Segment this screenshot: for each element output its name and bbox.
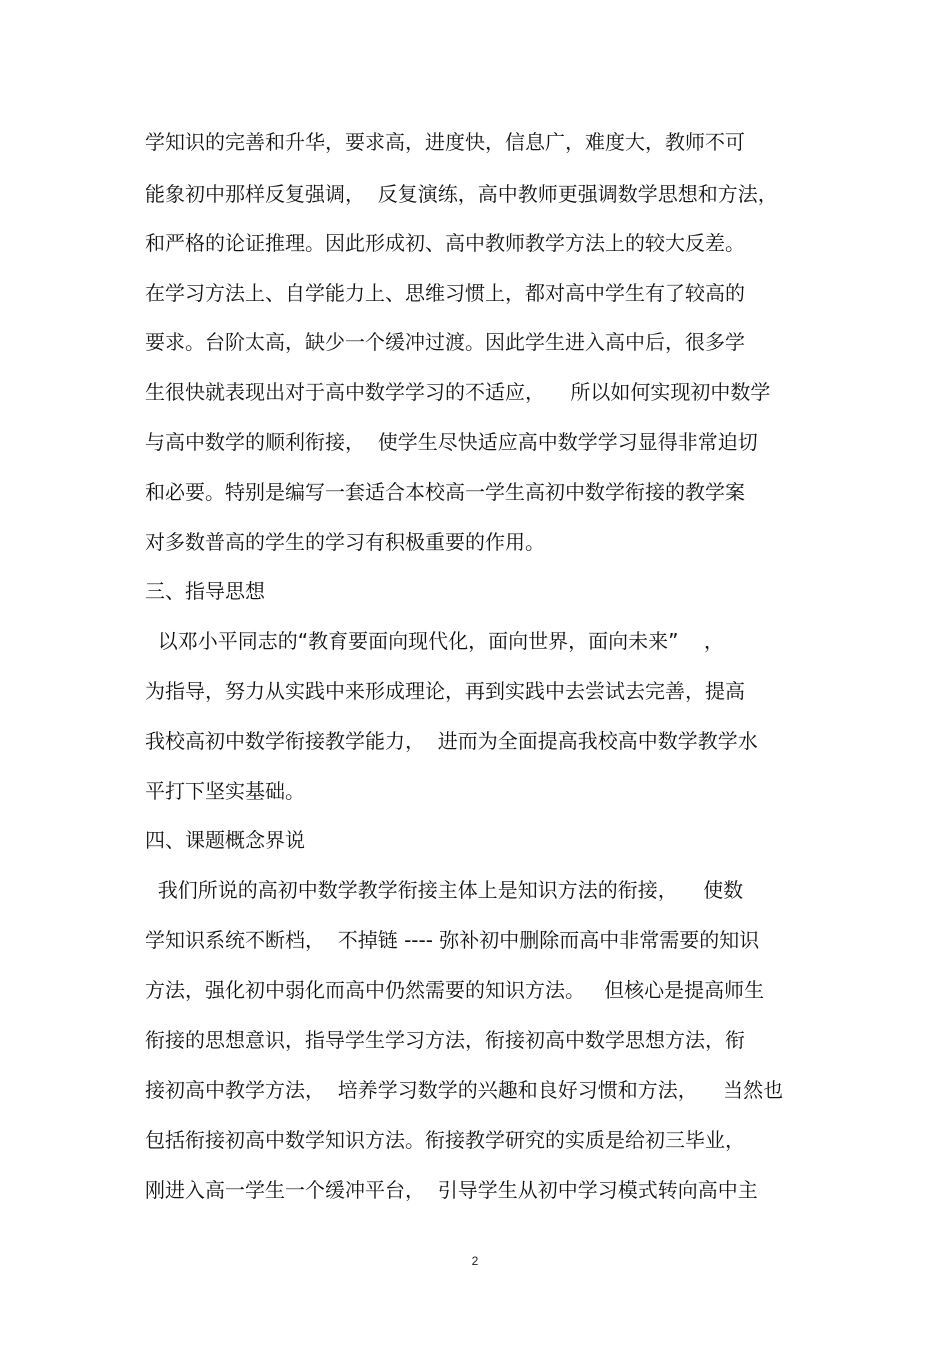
paragraph-line: 学知识系统不断档， 不掉链 ---- 弥补初中删除而高中非常需要的知识	[145, 928, 760, 952]
paragraph-line: 在学习方法上、自学能力上、思维习惯上，都对高中学生有了较高的	[145, 281, 745, 305]
paragraph-line: 接初高中教学方法， 培养学习数学的兴趣和良好习惯和方法， 当然也	[145, 1078, 784, 1102]
paragraph-line: 包括衔接初高中数学知识方法。衔接教学研究的实质是给初三毕业，	[145, 1128, 745, 1152]
paragraph-line: 对多数普高的学生的学习有积极重要的作用。	[145, 530, 545, 554]
paragraph-line: 以邓小平同志的“教育要面向现代化，面向世界，面向未来” ，	[145, 629, 724, 653]
page-number: 2	[471, 1254, 479, 1268]
paragraph-line: 为指导，努力从实践中来形成理论，再到实践中去尝试去完善，提高	[145, 679, 745, 703]
paragraph-line: 要求。台阶太高，缺少一个缓冲过渡。因此学生进入高中后，很多学	[145, 330, 745, 354]
paragraph-line: 刚进入高一学生一个缓冲平台， 引导学生从初中学习模式转向高中主	[145, 1178, 758, 1202]
paragraph-line: 我们所说的高初中数学教学衔接主体上是知识方法的衔接， 使数	[145, 878, 744, 902]
paragraph-line: 衔接的思想意识，指导学生学习方法，衔接初高中数学思想方法，衔	[145, 1028, 745, 1052]
paragraph-line: 和必要。特别是编写一套适合本校高一学生高初中数学衔接的教学案	[145, 480, 745, 504]
paragraph-line: 和严格的论证推理。因此形成初、高中教师教学方法上的较大反差。	[145, 231, 745, 255]
paragraph-line: 与高中数学的顺利衔接， 使学生尽快适应高中数学学习显得非常迫切	[145, 430, 758, 454]
paragraph-line: 能象初中那样反复强调， 反复演练，高中教师更强调数学思想和方法，	[145, 182, 778, 206]
paragraph-line: 学知识的完善和升华，要求高，进度快，信息广，难度大，教师不可	[145, 130, 745, 154]
section-heading: 三、指导思想	[145, 579, 265, 603]
paragraph-line: 平打下坚实基础。	[145, 779, 305, 803]
paragraph-line: 方法，强化初中弱化而高中仍然需要的知识方法。 但核心是提高师生	[145, 978, 765, 1002]
paragraph-line: 我校高初中数学衔接教学能力， 进而为全面提高我校高中数学教学水	[145, 729, 758, 753]
section-heading: 四、课题概念界说	[145, 828, 305, 852]
paragraph-line: 生很快就表现出对于高中数学学习的不适应， 所以如何实现初中数学	[145, 380, 771, 404]
